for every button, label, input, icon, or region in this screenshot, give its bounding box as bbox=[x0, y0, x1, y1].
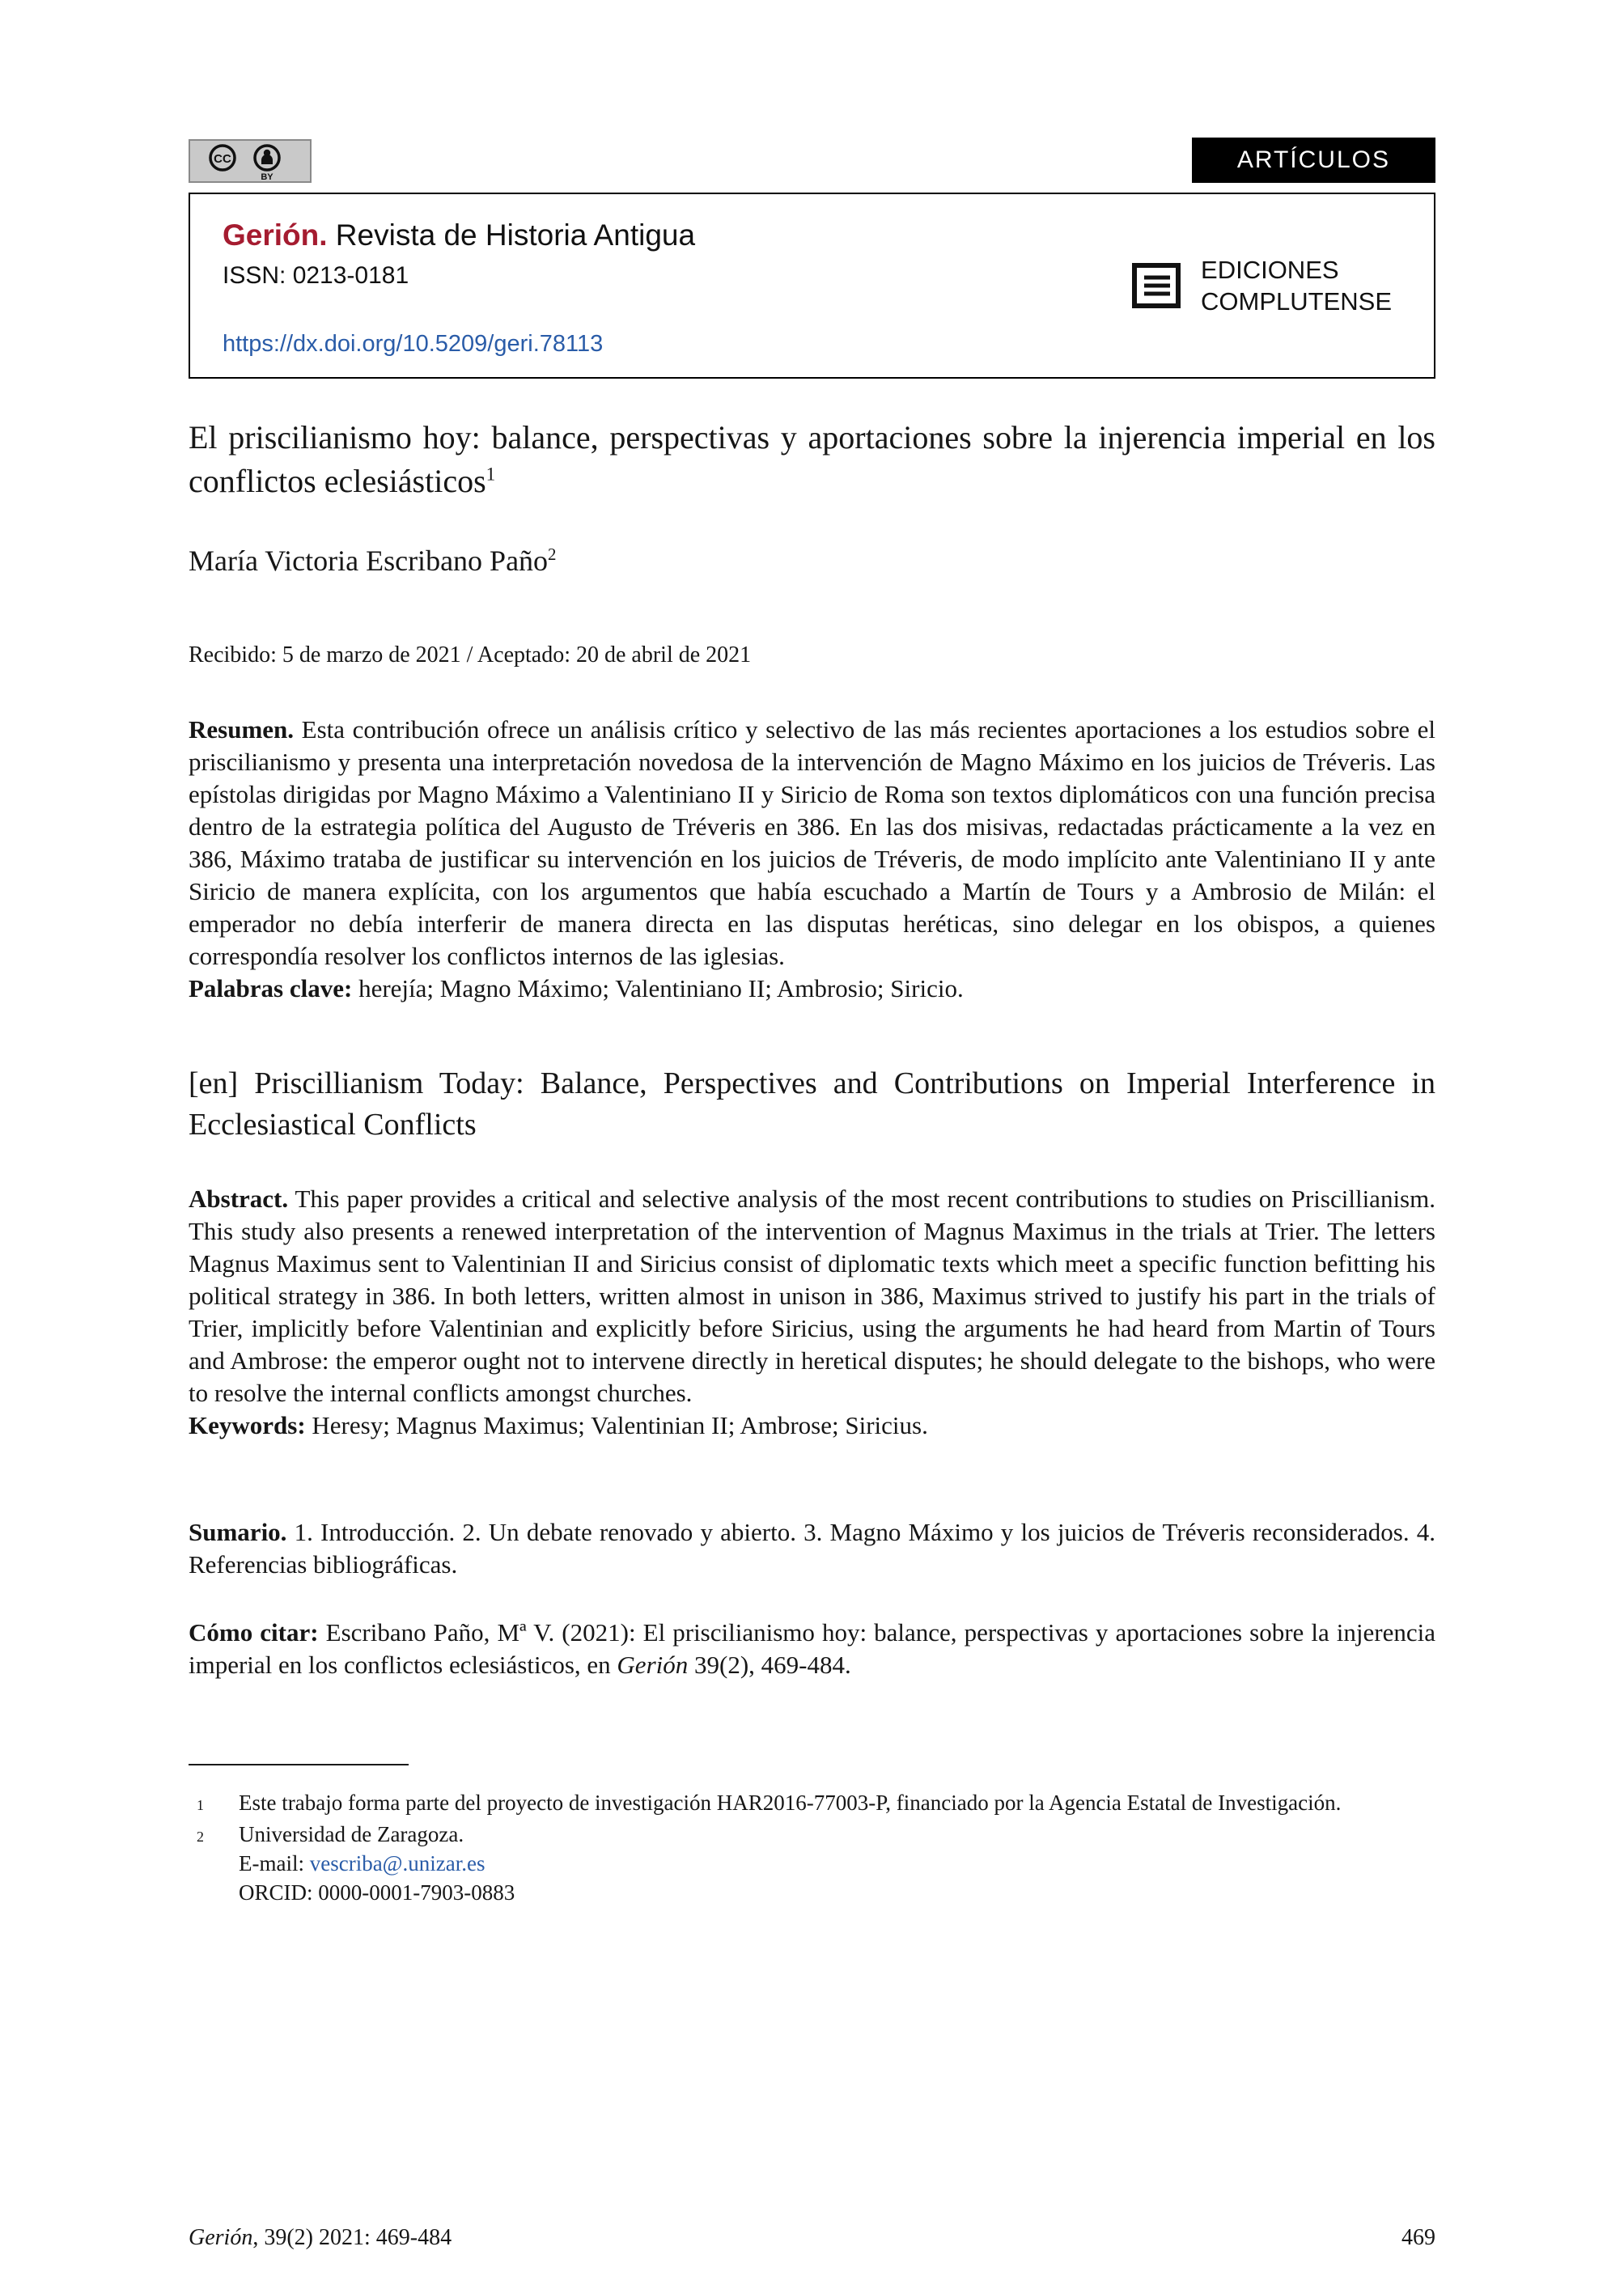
issn-line: ISSN: 0213-0181 bbox=[223, 262, 409, 289]
como-citar-label: Cómo citar: bbox=[189, 1618, 319, 1647]
resumen-paragraph bbox=[189, 714, 1435, 973]
publisher-block bbox=[1131, 254, 1392, 317]
sumario-text: 1. Introducción. 2. Un debate renovado y abierto. 3. Magno Máximo y los juicios de Tréveris reconsiderados. 4. Referencias bibliográficas. bbox=[189, 1518, 1435, 1579]
ediciones-complutense-logo-icon bbox=[1131, 262, 1181, 309]
footnote-text bbox=[239, 1820, 1435, 1907]
page-footer bbox=[189, 2225, 1435, 2251]
author-name: María Victoria Escribano Paño bbox=[189, 545, 549, 577]
keywords-text: Heresy; Magnus Maximus; Valentinian II; Ambrose; Siricius. bbox=[312, 1411, 928, 1439]
palabras-clave-label: Palabras clave: bbox=[189, 974, 353, 1002]
como-citar-post: 39(2), 469-484. bbox=[688, 1651, 851, 1679]
author-footnote-ref[interactable]: 2 bbox=[548, 545, 557, 564]
footnote-text: Este trabajo forma parte del proyecto de investigación HAR2016-77003-P, financiado por la Agencia Estatal de Investigación. bbox=[239, 1791, 1342, 1815]
abstract-label: Abstract. bbox=[189, 1185, 289, 1213]
journal-title-rest: Revista de Historia Antigua bbox=[327, 218, 696, 252]
cc-by-license-badge[interactable] bbox=[189, 139, 312, 183]
footer-citation-rest: , 39(2) 2021: 469-484 bbox=[252, 2225, 452, 2250]
article-title-en: [en] Priscillianism Today: Balance, Perspectives and Contributions on Imperial Interference in Ecclesiastical Conflicts bbox=[189, 1066, 1435, 1142]
doi-link[interactable]: https://dx.doi.org/10.5209/geri.78113 bbox=[223, 331, 604, 357]
sumario-label: Sumario. bbox=[189, 1518, 287, 1546]
article-title-es bbox=[189, 416, 1435, 503]
page-number: 469 bbox=[1401, 2225, 1435, 2250]
como-citar-pre: Escribano Paño, Mª V. (2021): El priscilianismo hoy: balance, perspectivas y aportaciones sobre la injerencia imperial en los conflictos eclesiásticos, en bbox=[189, 1618, 1436, 1679]
keywords-line bbox=[189, 1409, 1435, 1442]
sumario-block bbox=[189, 1516, 1435, 1581]
resumen-text: Esta contribución ofrece un análisis crítico y selectivo de las más recientes aportaciones a los estudios sobre el priscilianismo y presenta una interpretación novedosa de la intervención de Magno Máximo en los juicios de Tréveris. Las epístolas dirigidas por Magno Máximo a Valentiniano II y Siricio de Roma son textos diplomáticos con una función precisa dentro de la estrategia política del Augusto de Tréveris en 386. En las dos misivas, redactadas prácticamente a la vez en 386, Máximo trataba de justificar su intervención en los juicios de Tréveris, de modo implícito ante Valentiniano II y ante Siricio de manera explícita, con los argumentos que había escuchado a Martín de Tours y a Ambrosio de Milán: el emperador no debía interferir de manera directa en las disputas heréticas, sino delegar en los obispos, a quienes correspondía resolver los conflictos internos de las iglesias. bbox=[189, 715, 1435, 970]
articulos-badge bbox=[1192, 138, 1435, 183]
journal-title bbox=[223, 218, 1401, 252]
footnotes bbox=[189, 1788, 1435, 1907]
publisher-name-line2: COMPLUTENSE bbox=[1201, 287, 1392, 316]
doi-line bbox=[223, 331, 603, 358]
como-citar-journal-italic: Gerión bbox=[617, 1651, 689, 1679]
footnote-separator-rule bbox=[189, 1764, 409, 1765]
affiliation-line: Universidad de Zaragoza. bbox=[239, 1822, 464, 1846]
by-glyph: BY bbox=[261, 172, 273, 182]
footer-journal-name: Gerión bbox=[189, 2225, 253, 2250]
publisher-name bbox=[1201, 254, 1392, 317]
email-link[interactable]: vescriba@.unizar.es bbox=[309, 1851, 486, 1876]
journal-header-box bbox=[189, 193, 1435, 379]
cc-by-icon bbox=[189, 139, 312, 183]
keywords-label: Keywords: bbox=[189, 1411, 306, 1439]
author-line bbox=[189, 544, 1435, 578]
resumen-label: Resumen. bbox=[189, 715, 295, 744]
como-citar-block bbox=[189, 1617, 1435, 1681]
resumen-block bbox=[189, 714, 1435, 1005]
footnote-number: 2 bbox=[197, 1829, 204, 1845]
publisher-name-line1: EDICIONES bbox=[1201, 256, 1339, 284]
footnote-number: 1 bbox=[197, 1797, 204, 1813]
footnote-item-1 bbox=[189, 1788, 1435, 1820]
dates-line: Recibido: 5 de marzo de 2021 / Aceptado: 20 de abril de 2021 bbox=[189, 642, 752, 668]
orcid-line: ORCID: 0000-0001-7903-0883 bbox=[239, 1880, 515, 1905]
title-footnote-ref[interactable]: 1 bbox=[486, 464, 496, 485]
palabras-clave-text: herejía; Magno Máximo; Valentiniano II; Ambrosio; Siricio. bbox=[358, 974, 964, 1002]
article-title-es-text: El priscilianismo hoy: balance, perspectivas y aportaciones sobre la injerencia imperial en los conflictos eclesiásticos bbox=[189, 419, 1435, 499]
abstract-paragraph bbox=[189, 1183, 1435, 1409]
journal-title-accent: Gerión. bbox=[223, 218, 328, 252]
abstract-block bbox=[189, 1183, 1435, 1442]
cc-glyph: CC bbox=[214, 152, 231, 166]
palabras-clave-line bbox=[189, 973, 1435, 1005]
abstract-text: This paper provides a critical and selective analysis of the most recent contributions to studies on Priscillianism. This study also presents a renewed interpretation of the intervention of Magnus Maximus in the trials at Trier. The letters Magnus Maximus sent to Valentinian II and Siricius consist of diplomatic texts which meet a specific function befitting his political strategy in 386. In both letters, written almost in unison in 386, Maximus strived to justify his part in the trials of Trier, implicitly before Valentinian and explicitly before Siricius, using the arguments he had heard from Martin of Tours and Ambrose: the emperor ought not to intervene directly in heretical disputes; he should delegate to the bishops, who were to resolve the internal conflicts amongst churches. bbox=[189, 1185, 1435, 1407]
email-line bbox=[239, 1849, 1435, 1878]
top-badges-row bbox=[189, 136, 1435, 183]
footer-citation bbox=[189, 2225, 452, 2251]
email-label: E-mail: bbox=[239, 1851, 310, 1876]
articulos-label: ARTÍCULOS bbox=[1236, 146, 1390, 173]
footnote-item-2 bbox=[189, 1820, 1435, 1907]
